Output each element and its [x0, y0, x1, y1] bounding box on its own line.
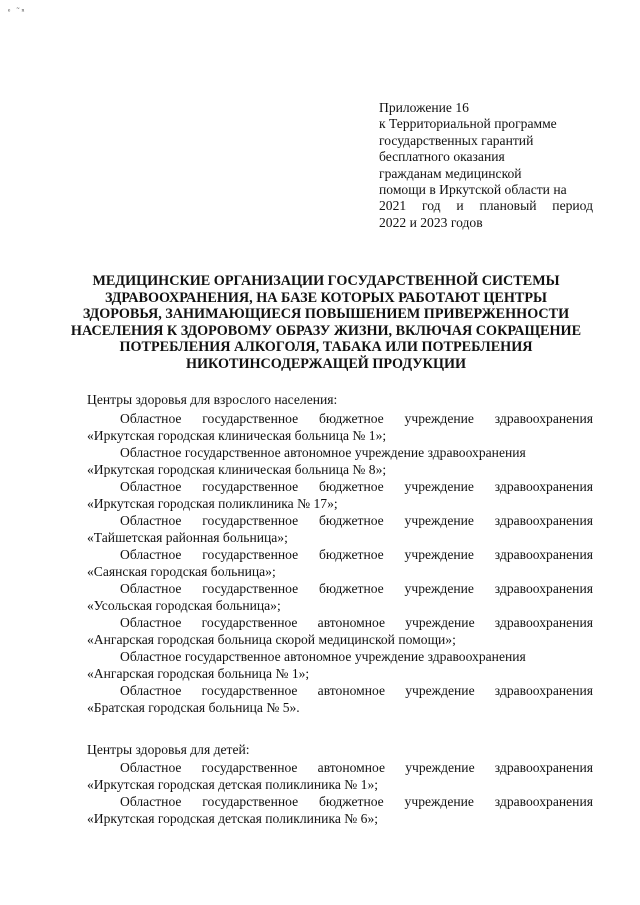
org-name: «Иркутская городская клиническая больница № 1»;: [87, 428, 387, 443]
children-centers-list: [87, 759, 593, 827]
org-name: «Ангарская городская больница скорой медицинской помощи»;: [87, 632, 456, 647]
appendix-line: гражданам медицинской: [379, 165, 522, 181]
org-type: Областное государственное бюджетное учреждение здравоохранения: [120, 547, 593, 562]
children-centers-heading: Центры здоровья для детей:: [87, 742, 250, 757]
org-name: «Тайшетская районная больница»;: [87, 530, 288, 545]
adult-centers-list: [87, 410, 593, 716]
list-item: [87, 512, 593, 546]
org-name: «Ангарская городская больница № 1»;: [87, 666, 310, 681]
scan-mark: ᵉ ˜ⁿ: [8, 6, 27, 16]
list-item: [87, 580, 593, 614]
appendix-note: [379, 100, 593, 231]
org-type: Областное государственное автономное учреждение здравоохранения: [120, 760, 593, 775]
list-item: [87, 410, 593, 444]
org-type: Областное государственное бюджетное учреждение здравоохранения: [120, 794, 593, 809]
org-name: «Иркутская городская детская поликлиника № 1»;: [87, 777, 379, 792]
list-item: [87, 546, 593, 580]
list-item: [87, 444, 593, 478]
org-type: Областное государственное бюджетное учреждение здравоохранения: [120, 581, 593, 596]
appendix-line: Приложение 16: [379, 100, 469, 115]
document-title: [56, 273, 596, 373]
list-item: [87, 759, 593, 793]
appendix-line: государственных гарантий: [379, 132, 534, 148]
list-item: [87, 648, 593, 682]
org-type: Областное государственное автономное учреждение здравоохранения: [120, 615, 593, 630]
org-type: Областное государственное бюджетное учреждение здравоохранения: [120, 513, 593, 528]
org-type: Областное государственное автономное учреждение здравоохранения: [120, 683, 593, 698]
list-item: [87, 614, 593, 648]
org-name: «Братская городская больница № 5».: [87, 700, 300, 715]
org-type: Областное государственное автономное учреждение здравоохранения: [120, 649, 526, 664]
list-item: [87, 478, 593, 512]
title-line: НАСЕЛЕНИЯ К ЗДОРОВОМУ ОБРАЗУ ЖИЗНИ, ВКЛЮЧАЯ СОКРАЩЕНИЕ: [70, 322, 582, 339]
list-item: [87, 793, 593, 827]
title-line: ЗДОРОВЬЯ, ЗАНИМАЮЩИЕСЯ ПОВЫШЕНИЕМ ПРИВЕРЖЕННОСТИ: [82, 306, 570, 323]
org-name: «Иркутская городская клиническая больница № 8»;: [87, 462, 387, 477]
title-line: ПОТРЕБЛЕНИЯ АЛКОГОЛЯ, ТАБАКА ИЛИ ПОТРЕБЛЕНИЯ: [119, 339, 533, 356]
org-type: Областное государственное бюджетное учреждение здравоохранения: [120, 411, 593, 426]
appendix-line: бесплатного оказания: [379, 149, 505, 165]
org-type: Областное государственное автономное учреждение здравоохранения: [120, 445, 526, 460]
org-name: «Саянская городская больница»;: [87, 564, 276, 579]
adult-centers-heading: Центры здоровья для взрослого населения:: [87, 392, 338, 407]
org-name: «Иркутская городская детская поликлиника № 6»;: [87, 811, 379, 826]
appendix-line: к Территориальной программе: [379, 116, 557, 132]
appendix-line: 2022 и 2023 годов: [379, 214, 483, 230]
title-line: ЗДРАВООХРАНЕНИЯ, НА БАЗЕ КОТОРЫХ РАБОТАЮТ ЦЕНТРЫ: [105, 289, 547, 306]
appendix-line: помощи в Иркутской области на: [379, 182, 567, 198]
appendix-line: 2021 год и плановый период: [379, 198, 593, 214]
org-name: «Усольская городская больница»;: [87, 598, 281, 613]
title-line: НИКОТИНСОДЕРЖАЩЕЙ ПРОДУКЦИИ: [185, 355, 467, 372]
org-name: «Иркутская городская поликлиника № 17»;: [87, 496, 338, 511]
org-type: Областное государственное бюджетное учреждение здравоохранения: [120, 479, 593, 494]
list-item: [87, 682, 593, 716]
title-line: МЕДИЦИНСКИЕ ОРГАНИЗАЦИИ ГОСУДАРСТВЕННОЙ СИСТЕМЫ: [92, 273, 560, 289]
